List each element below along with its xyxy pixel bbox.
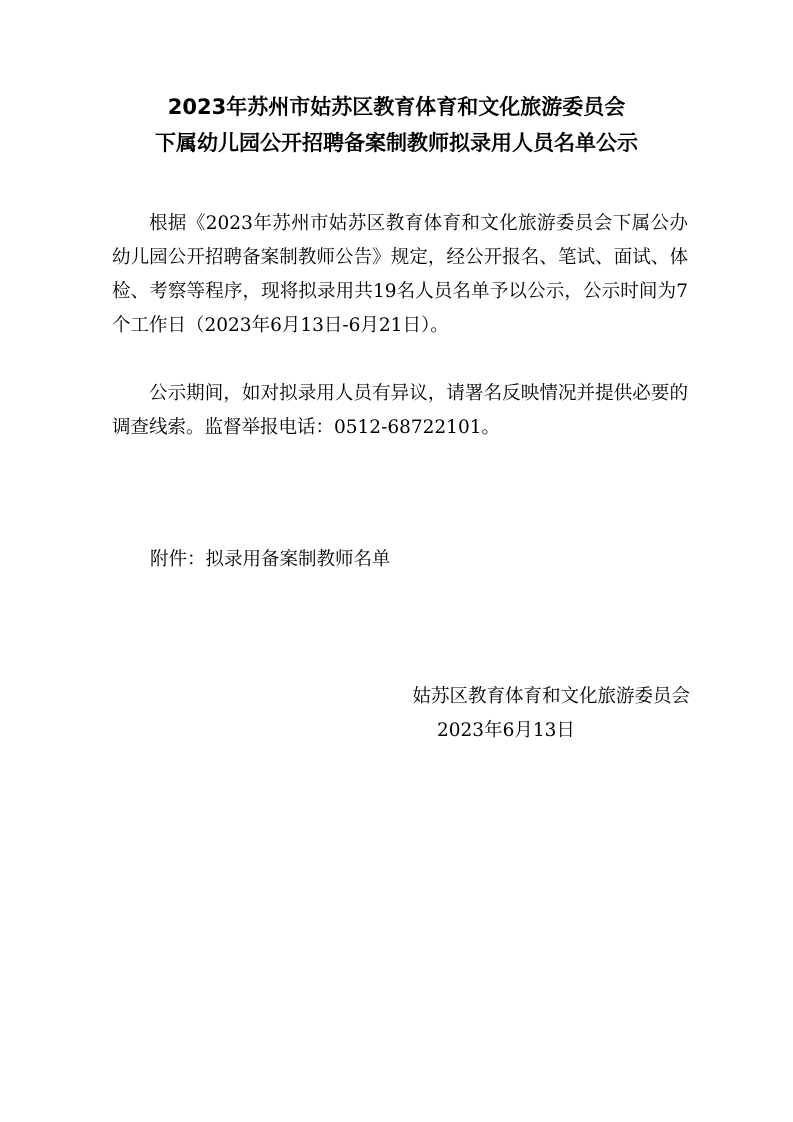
body-paragraph-objection: 公示期间，如对拟录用人员有异议，请署名反映情况并提供必要的调查线索。监督举报电话：0512-68722101。 — [112, 383, 688, 438]
attachment-note: 附件：拟录用备案制教师名单 — [150, 549, 391, 570]
body-paragraph-announcement: 根据《2023年苏州市姑苏区教育体育和文化旅游委员会下属公办幼儿园公开招聘备案制教师公告》规定，经公开报名、笔试、面试、体检、考察等程序，现将拟录用共19名人员名单予以公示，公示时间为7个工作日（2023年6月13日-6月21日）。 — [112, 213, 688, 336]
document-title-line-1: 2023年苏州市姑苏区教育体育和文化旅游委员会 — [167, 95, 626, 119]
document-title-line-2: 下属幼儿园公开招聘备案制教师拟录用人员名单公示 — [155, 131, 638, 155]
signature-organization: 姑苏区教育体育和文化旅游委员会 — [412, 686, 690, 707]
signature-date: 2023年6月13日 — [437, 720, 575, 741]
